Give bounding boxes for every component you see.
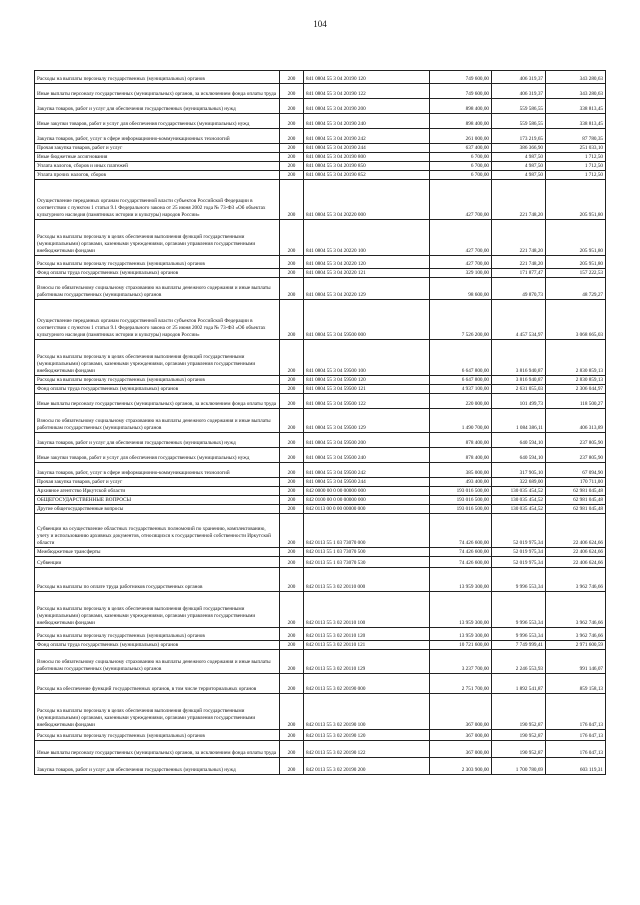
table-row [35, 758, 606, 775]
table-row [35, 180, 606, 220]
table-row [35, 433, 606, 448]
row-budget-code: 842 0113 55 3 02 20190 100 [304, 694, 430, 730]
row-name: Осуществление переданных органам государственной власти субъектов Российской Федерации в соответствии с пунктом 1 статьи 9.1 Федерального закона от 25 июня 2002 года № 73-ФЗ «Об объектах культурного наследия (памятниках истории и культуры) народов России» [35, 300, 280, 340]
table-row [35, 300, 606, 340]
row-unexecuted-amount: 1 712,50 [546, 162, 606, 171]
row-approved-amount: 13 959 300,00 [430, 568, 492, 592]
row-budget-code: 841 0804 55 3 04 20190 200 [304, 99, 430, 114]
row-code: 200 [280, 220, 304, 256]
row-executed-amount: 52 019 975,34 [492, 548, 546, 557]
row-name: Другие общегосударственные вопросы [35, 505, 280, 514]
row-unexecuted-amount: 62 981 045,48 [546, 505, 606, 514]
row-unexecuted-amount: 603 119,31 [546, 758, 606, 775]
row-budget-code: 842 0113 55 3 02 20110 120 [304, 628, 430, 641]
row-code: 200 [280, 514, 304, 548]
row-executed-amount: 317 905,10 [492, 463, 546, 478]
row-code: 200 [280, 496, 304, 505]
row-code: 200 [280, 300, 304, 340]
row-approved-amount: 74 426 600,00 [430, 548, 492, 557]
row-code: 200 [280, 505, 304, 514]
row-name: Уплата налогов, сборов и иных платежей [35, 162, 280, 171]
row-unexecuted-amount: 338 813,45 [546, 99, 606, 114]
row-executed-amount: 190 952,87 [492, 694, 546, 730]
row-executed-amount: 1 084 386,11 [492, 409, 546, 433]
row-executed-amount: 322 689,00 [492, 478, 546, 487]
row-executed-amount: 386 366,90 [492, 144, 546, 153]
row-executed-amount: 130 035 454,52 [492, 505, 546, 514]
row-unexecuted-amount: 237 805,90 [546, 448, 606, 463]
row-executed-amount: 52 019 975,34 [492, 514, 546, 548]
row-unexecuted-amount: 3 068 665,03 [546, 300, 606, 340]
row-approved-amount: 6 700,00 [430, 162, 492, 171]
row-budget-code: 841 0804 55 3 04 20220 121 [304, 269, 430, 278]
row-name: Иные закупки товаров, работ и услуг для обеспечения государственных (муниципальных) нужд [35, 114, 280, 129]
row-approved-amount: 385 000,00 [430, 463, 492, 478]
row-unexecuted-amount: 205 951,80 [546, 180, 606, 220]
table-row [35, 256, 606, 269]
table-row [35, 568, 606, 592]
table-body [35, 71, 606, 775]
row-code: 200 [280, 694, 304, 730]
row-unexecuted-amount: 176 047,13 [546, 741, 606, 758]
row-approved-amount: 261 000,00 [430, 129, 492, 144]
row-executed-amount: 1 892 541,87 [492, 674, 546, 694]
row-approved-amount: 7 526 200,00 [430, 300, 492, 340]
table-row [35, 385, 606, 394]
row-code: 200 [280, 650, 304, 674]
row-name: Иные бюджетные ассигнования [35, 153, 280, 162]
row-unexecuted-amount: 2 306 044,97 [546, 385, 606, 394]
row-name: Закупка товаров, работ и услуг для обеспечения государственных (муниципальных) нужд [35, 433, 280, 448]
table-row [35, 592, 606, 628]
row-approved-amount: 493 400,00 [430, 478, 492, 487]
row-executed-amount: 406 319,37 [492, 84, 546, 99]
row-code: 200 [280, 385, 304, 394]
row-executed-amount: 101 499,73 [492, 394, 546, 409]
row-approved-amount: 898 400,00 [430, 99, 492, 114]
table-row [35, 730, 606, 741]
row-name: Расходы на выплаты персоналу государственных (муниципальных) органов [35, 256, 280, 269]
table-row [35, 71, 606, 84]
row-approved-amount: 749 600,00 [430, 71, 492, 84]
row-executed-amount: 1 700 780,69 [492, 758, 546, 775]
row-unexecuted-amount: 48 729,27 [546, 278, 606, 300]
row-executed-amount: 130 035 454,52 [492, 487, 546, 496]
row-budget-code: 842 0113 55 3 02 20190 122 [304, 741, 430, 758]
row-unexecuted-amount: 205 951,80 [546, 256, 606, 269]
row-approved-amount: 637 400,00 [430, 144, 492, 153]
row-unexecuted-amount: 22 406 624,66 [546, 514, 606, 548]
row-executed-amount: 130 035 454,52 [492, 496, 546, 505]
budget-execution-table [34, 70, 606, 775]
row-executed-amount: 3 816 940,87 [492, 340, 546, 376]
row-approved-amount: 6 647 800,00 [430, 376, 492, 385]
row-executed-amount: 190 952,87 [492, 730, 546, 741]
row-name: Межбюджетные трансферты [35, 548, 280, 557]
row-budget-code: 841 0804 55 3 04 59500 240 [304, 448, 430, 463]
row-budget-code: 841 0804 55 3 04 59500 121 [304, 385, 430, 394]
row-code: 200 [280, 557, 304, 568]
row-budget-code: 842 0113 55 1 03 73070 000 [304, 514, 430, 548]
table-row [35, 557, 606, 568]
row-budget-code: 842 0113 55 3 02 20190 200 [304, 758, 430, 775]
row-budget-code: 841 0804 55 3 04 20220 129 [304, 278, 430, 300]
row-budget-code: 842 0113 55 3 02 20110 000 [304, 568, 430, 592]
row-code: 200 [280, 448, 304, 463]
row-executed-amount: 7 749 999,41 [492, 641, 546, 650]
row-code: 200 [280, 340, 304, 376]
row-executed-amount: 406 319,37 [492, 71, 546, 84]
row-approved-amount: 98 600,00 [430, 278, 492, 300]
row-approved-amount: 367 000,00 [430, 694, 492, 730]
table-row [35, 278, 606, 300]
row-name: Расходы на выплаты персоналу государственных (муниципальных) органов [35, 71, 280, 84]
row-executed-amount: 173 219,65 [492, 129, 546, 144]
row-executed-amount: 559 586,55 [492, 114, 546, 129]
row-unexecuted-amount: 991 146,07 [546, 650, 606, 674]
row-unexecuted-amount: 3 962 746,66 [546, 628, 606, 641]
row-budget-code: 842 0000 00 0 00 00000 000 [304, 487, 430, 496]
row-budget-code: 841 0804 55 3 04 20190 244 [304, 144, 430, 153]
row-budget-code: 841 0804 55 3 04 59500 120 [304, 376, 430, 385]
row-approved-amount: 193 016 500,00 [430, 487, 492, 496]
row-approved-amount: 193 016 500,00 [430, 505, 492, 514]
table-row [35, 741, 606, 758]
row-code: 200 [280, 641, 304, 650]
row-budget-code: 841 0804 55 3 04 59500 200 [304, 433, 430, 448]
row-unexecuted-amount: 251 033,10 [546, 144, 606, 153]
row-executed-amount: 9 996 553,34 [492, 568, 546, 592]
row-unexecuted-amount: 3 962 746,66 [546, 568, 606, 592]
row-code: 200 [280, 628, 304, 641]
row-budget-code: 841 0804 55 3 04 59500 129 [304, 409, 430, 433]
row-approved-amount: 749 600,00 [430, 84, 492, 99]
row-code: 200 [280, 674, 304, 694]
row-name: Иные закупки товаров, работ и услуг для обеспечения государственных (муниципальных) нужд [35, 448, 280, 463]
table-row [35, 487, 606, 496]
row-name: Закупка товаров, работ и услуг для обеспечения государственных (муниципальных) нужд [35, 99, 280, 114]
row-budget-code: 841 0804 55 3 04 59500 100 [304, 340, 430, 376]
row-unexecuted-amount: 2 971 600,59 [546, 641, 606, 650]
row-executed-amount: 9 996 553,34 [492, 628, 546, 641]
row-code: 200 [280, 278, 304, 300]
row-approved-amount: 193 016 500,00 [430, 496, 492, 505]
row-name: Субвенции [35, 557, 280, 568]
row-unexecuted-amount: 157 222,53 [546, 269, 606, 278]
row-name: Архивное агентство Иркутской области [35, 487, 280, 496]
row-name: Иные выплаты персоналу государственных (муниципальных) органов, за исключением фонда оплаты труда [35, 84, 280, 99]
row-name: Расходы на обеспечение функций государственных органов, в том числе территориальных органов [35, 674, 280, 694]
row-unexecuted-amount: 62 981 045,48 [546, 496, 606, 505]
row-executed-amount: 4 987,50 [492, 153, 546, 162]
row-approved-amount: 74 426 600,00 [430, 514, 492, 548]
table-row [35, 129, 606, 144]
row-name: Закупка товаров, работ и услуг для обеспечения государственных (муниципальных) нужд [35, 758, 280, 775]
table-row [35, 628, 606, 641]
table-row [35, 114, 606, 129]
row-approved-amount: 13 959 300,00 [430, 592, 492, 628]
row-name: Расходы на выплаты по оплате труда работников государственных органов [35, 568, 280, 592]
row-budget-code: 841 0804 55 3 04 20190 852 [304, 171, 430, 180]
row-name: Взносы по обязательному социальному страхованию на выплаты денежного содержания и иные выплаты работникам государственных (муниципальных) органов [35, 278, 280, 300]
row-approved-amount: 3 237 700,00 [430, 650, 492, 674]
row-executed-amount: 221 748,20 [492, 220, 546, 256]
row-executed-amount: 2 631 055,03 [492, 385, 546, 394]
table-row [35, 394, 606, 409]
row-name: Фонд оплаты труда государственных (муниципальных) органов [35, 269, 280, 278]
row-budget-code: 841 0804 55 3 04 20190 122 [304, 84, 430, 99]
table-row [35, 376, 606, 385]
table-row [35, 84, 606, 99]
row-code: 200 [280, 376, 304, 385]
page-number: 104 [313, 19, 327, 29]
row-approved-amount: 427 700,00 [430, 256, 492, 269]
row-code: 200 [280, 433, 304, 448]
row-executed-amount: 9 996 553,34 [492, 592, 546, 628]
row-approved-amount: 1 490 700,00 [430, 409, 492, 433]
row-executed-amount: 3 816 940,87 [492, 376, 546, 385]
row-name: Субвенции на осуществление областных государственных полномочий по хранению, комплектованию, учету и использованию архивных документов, относящихся к государственной собственности Иркутской области [35, 514, 280, 548]
row-budget-code: 842 0113 55 3 02 20110 121 [304, 641, 430, 650]
row-code: 200 [280, 180, 304, 220]
row-budget-code: 842 0113 55 3 02 20110 129 [304, 650, 430, 674]
row-approved-amount: 427 700,00 [430, 180, 492, 220]
row-code: 200 [280, 592, 304, 628]
table-row [35, 340, 606, 376]
table-row [35, 162, 606, 171]
row-budget-code: 842 0113 55 1 03 73070 500 [304, 548, 430, 557]
row-executed-amount: 559 586,55 [492, 99, 546, 114]
row-executed-amount: 4 987,50 [492, 162, 546, 171]
row-name: ОБЩЕГОСУДАРСТВЕННЫЕ ВОПРОСЫ [35, 496, 280, 505]
row-approved-amount: 329 100,00 [430, 269, 492, 278]
row-unexecuted-amount: 22 406 624,66 [546, 557, 606, 568]
row-budget-code: 841 0804 55 3 04 59500 244 [304, 478, 430, 487]
row-approved-amount: 367 000,00 [430, 741, 492, 758]
row-name: Иные выплаты персоналу государственных (муниципальных) органов, за исключением фонда оплаты труда [35, 394, 280, 409]
row-executed-amount: 221 748,20 [492, 180, 546, 220]
row-approved-amount: 13 959 300,00 [430, 628, 492, 641]
row-name: Взносы по обязательному социальному страхованию на выплаты денежного содержания и иные выплаты работникам государственных (муниципальных) органов [35, 650, 280, 674]
row-code: 200 [280, 171, 304, 180]
row-unexecuted-amount: 205 951,80 [546, 220, 606, 256]
table-row [35, 514, 606, 548]
row-approved-amount: 4 937 100,00 [430, 385, 492, 394]
row-code: 200 [280, 153, 304, 162]
row-name: Расходы на выплаты персоналу в целях обеспечения выполнения функций государственными (муниципальными) органами, казенными учреждениями, органами управления государственными внебюджетными фондами [35, 340, 280, 376]
row-unexecuted-amount: 406 313,89 [546, 409, 606, 433]
row-approved-amount: 6 647 800,00 [430, 340, 492, 376]
row-executed-amount: 221 748,20 [492, 256, 546, 269]
row-unexecuted-amount: 170 711,00 [546, 478, 606, 487]
row-unexecuted-amount: 176 047,13 [546, 730, 606, 741]
row-budget-code: 842 0113 55 3 02 20190 120 [304, 730, 430, 741]
row-code: 200 [280, 730, 304, 741]
row-approved-amount: 6 700,00 [430, 171, 492, 180]
row-budget-code: 841 0804 55 3 04 20190 240 [304, 114, 430, 129]
row-code: 200 [280, 409, 304, 433]
row-budget-code: 842 0113 55 3 02 20110 100 [304, 592, 430, 628]
row-approved-amount: 878 400,00 [430, 433, 492, 448]
row-unexecuted-amount: 1 712,50 [546, 171, 606, 180]
row-executed-amount: 49 870,73 [492, 278, 546, 300]
row-budget-code: 841 0804 55 3 04 20220 000 [304, 180, 430, 220]
table-row [35, 99, 606, 114]
row-executed-amount: 4 987,50 [492, 171, 546, 180]
row-code: 200 [280, 84, 304, 99]
row-unexecuted-amount: 118 500,27 [546, 394, 606, 409]
row-code: 200 [280, 548, 304, 557]
row-budget-code: 841 0804 55 3 04 59500 000 [304, 300, 430, 340]
table-row [35, 650, 606, 674]
row-unexecuted-amount: 338 813,45 [546, 114, 606, 129]
row-unexecuted-amount: 1 712,50 [546, 153, 606, 162]
row-budget-code: 841 0804 55 3 04 20220 100 [304, 220, 430, 256]
row-executed-amount: 640 594,10 [492, 448, 546, 463]
row-executed-amount: 640 594,10 [492, 433, 546, 448]
row-executed-amount: 52 019 975,34 [492, 557, 546, 568]
row-name: Взносы по обязательному социальному страхованию на выплаты денежного содержания и иные выплаты работникам государственных (муниципальных) органов [35, 409, 280, 433]
row-code: 200 [280, 568, 304, 592]
row-budget-code: 842 0113 00 0 00 00000 000 [304, 505, 430, 514]
row-budget-code: 841 0804 55 3 04 20220 120 [304, 256, 430, 269]
row-name: Расходы на выплаты персоналу в целях обеспечения выполнения функций государственными (муниципальными) органами, казенными учреждениями, органами управления государственными внебюджетными фондами [35, 592, 280, 628]
row-name: Осуществление переданных органам государственной власти субъектов Российской Федерации в соответствии с пунктом 1 статьи 9.1 Федерального закона от 25 июня 2002 года № 73-ФЗ «Об объектах культурного наследия (памятниках истории и культуры) народов России» [35, 180, 280, 220]
row-unexecuted-amount: 237 805,90 [546, 433, 606, 448]
table-row [35, 269, 606, 278]
row-name: Иные выплаты персоналу государственных (муниципальных) органов, за исключением фонда оплаты труда [35, 741, 280, 758]
row-name: Расходы на выплаты персоналу государственных (муниципальных) органов [35, 730, 280, 741]
row-unexecuted-amount: 62 981 045,48 [546, 487, 606, 496]
row-unexecuted-amount: 87 780,35 [546, 129, 606, 144]
row-budget-code: 841 0804 55 3 04 20190 850 [304, 162, 430, 171]
row-name: Закупка товаров, работ, услуг в сфере информационно-коммуникационных технологий [35, 129, 280, 144]
row-code: 200 [280, 114, 304, 129]
table-row [35, 674, 606, 694]
row-name: Расходы на выплаты персоналу в целях обеспечения выполнения функций государственными (муниципальными) органами, казенными учреждениями, органами управления государственными внебюджетными фондами [35, 220, 280, 256]
row-code: 200 [280, 129, 304, 144]
row-code: 200 [280, 478, 304, 487]
table-row [35, 694, 606, 730]
table-row [35, 505, 606, 514]
row-approved-amount: 6 700,00 [430, 153, 492, 162]
row-approved-amount: 220 000,00 [430, 394, 492, 409]
table-row [35, 478, 606, 487]
row-code: 200 [280, 71, 304, 84]
row-name: Расходы на выплаты персоналу государственных (муниципальных) органов [35, 376, 280, 385]
row-name: Фонд оплаты труда государственных (муниципальных) органов [35, 641, 280, 650]
row-executed-amount: 4 457 534,97 [492, 300, 546, 340]
row-name: Уплата прочих налогов, сборов [35, 171, 280, 180]
row-approved-amount: 878 400,00 [430, 448, 492, 463]
row-unexecuted-amount: 22 406 624,66 [546, 548, 606, 557]
row-unexecuted-amount: 2 830 859,13 [546, 376, 606, 385]
row-approved-amount: 427 700,00 [430, 220, 492, 256]
table-row [35, 496, 606, 505]
row-unexecuted-amount: 67 094,90 [546, 463, 606, 478]
row-name: Расходы на выплаты персоналу в целях обеспечения выполнения функций государственными (муниципальными) органами, казенными учреждениями, органами управления государственными внебюджетными фондами [35, 694, 280, 730]
row-code: 200 [280, 99, 304, 114]
row-name: Прочая закупка товаров, работ и услуг [35, 144, 280, 153]
row-executed-amount: 2 246 553,93 [492, 650, 546, 674]
row-code: 200 [280, 463, 304, 478]
row-code: 200 [280, 162, 304, 171]
table-row [35, 463, 606, 478]
table-row [35, 220, 606, 256]
row-approved-amount: 2 751 700,00 [430, 674, 492, 694]
table-row [35, 641, 606, 650]
row-approved-amount: 74 426 600,00 [430, 557, 492, 568]
table-row [35, 548, 606, 557]
row-budget-code: 841 0804 55 3 04 20190 120 [304, 71, 430, 84]
table-row [35, 171, 606, 180]
row-name: Фонд оплаты труда государственных (муниципальных) органов [35, 385, 280, 394]
row-approved-amount: 367 000,00 [430, 730, 492, 741]
row-unexecuted-amount: 343 280,63 [546, 71, 606, 84]
row-budget-code: 842 0100 00 0 00 00000 000 [304, 496, 430, 505]
row-unexecuted-amount: 176 047,13 [546, 694, 606, 730]
row-code: 200 [280, 144, 304, 153]
table-row [35, 448, 606, 463]
row-unexecuted-amount: 859 158,13 [546, 674, 606, 694]
row-approved-amount: 898 400,00 [430, 114, 492, 129]
row-unexecuted-amount: 2 830 859,13 [546, 340, 606, 376]
row-approved-amount: 2 303 900,00 [430, 758, 492, 775]
row-code: 200 [280, 758, 304, 775]
row-code: 200 [280, 487, 304, 496]
row-budget-code: 841 0804 55 3 04 20190 242 [304, 129, 430, 144]
row-unexecuted-amount: 343 280,63 [546, 84, 606, 99]
row-unexecuted-amount: 3 962 746,66 [546, 592, 606, 628]
row-budget-code: 842 0113 55 3 02 20190 000 [304, 674, 430, 694]
row-name: Закупка товаров, работ, услуг в сфере информационно-коммуникационных технологий [35, 463, 280, 478]
table-row [35, 144, 606, 153]
row-approved-amount: 10 721 600,00 [430, 641, 492, 650]
table-row [35, 153, 606, 162]
row-budget-code: 842 0113 55 1 03 73070 530 [304, 557, 430, 568]
row-budget-code: 841 0804 55 3 04 20190 800 [304, 153, 430, 162]
row-executed-amount: 190 952,87 [492, 741, 546, 758]
row-executed-amount: 171 877,47 [492, 269, 546, 278]
row-budget-code: 841 0804 55 3 04 59500 122 [304, 394, 430, 409]
row-code: 200 [280, 256, 304, 269]
row-code: 200 [280, 394, 304, 409]
row-code: 200 [280, 269, 304, 278]
row-budget-code: 841 0804 55 3 04 59500 242 [304, 463, 430, 478]
row-code: 200 [280, 741, 304, 758]
row-name: Расходы на выплаты персоналу государственных (муниципальных) органов [35, 628, 280, 641]
row-name: Прочая закупка товаров, работ и услуг [35, 478, 280, 487]
table-row [35, 409, 606, 433]
